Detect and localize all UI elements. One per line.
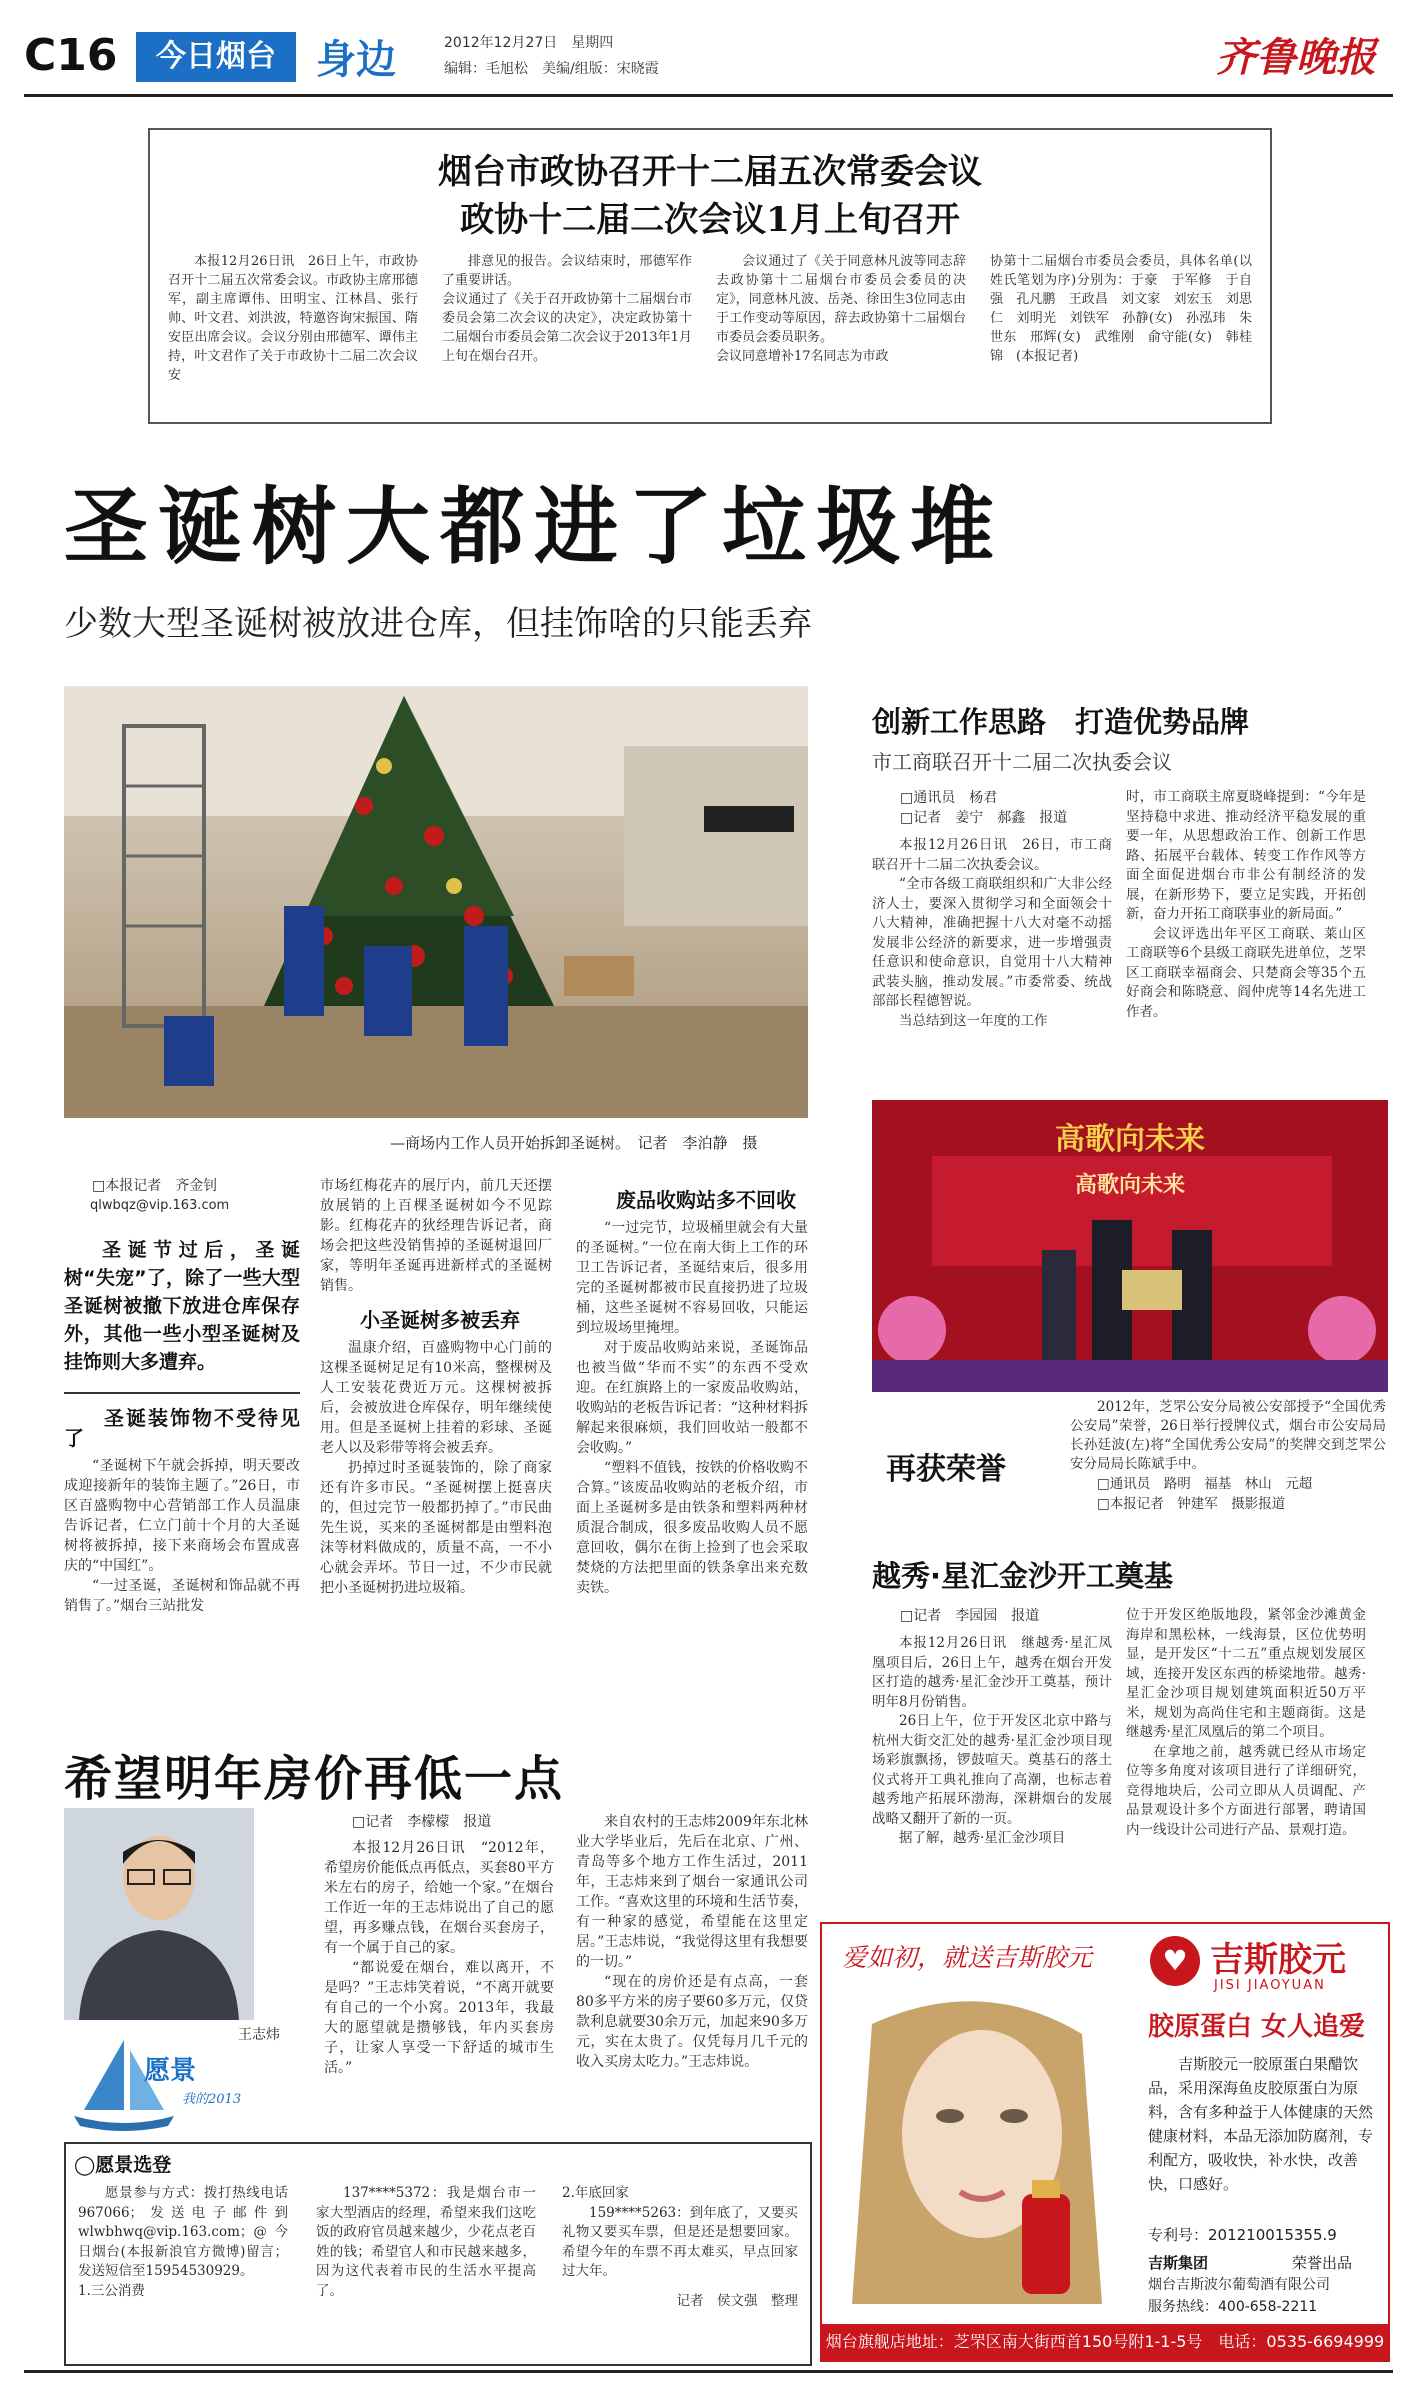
xmas-subhead-1: 圣诞装饰物不受待见了	[64, 1406, 300, 1450]
wish-c3: 159****5263：到年底了，又要买礼物又要买车票，但是还是想要回家。希望今年的车票不再太难买，早点回家过大年。	[562, 2204, 798, 2279]
ad-patent: 专利号：201210015355.9	[1148, 2226, 1337, 2244]
wish-c2: 137****5372：我是烟台市一家大型酒店的经理，希望来我们这吃饭的政府官员越来越少，少花点老百姓的钱；希望官人和市民越来越多，因为这代表着市民的生活水平提高了。	[316, 2185, 536, 2299]
xmas-col-1	[64, 1176, 300, 1616]
wish-box	[64, 2142, 812, 2366]
xmas-divider	[64, 1392, 300, 1394]
cppcc-col-2: 排意见的报告。会议结束时，邢德军作了重要讲话。 会议通过了《关于召开政协第十二届烟台市委员会第二次会议的决定》，决定政协第十二届烟台市委员会第二次会议于2013年1月上旬在烟台召开。	[442, 254, 692, 364]
xmas-col-2	[320, 1176, 552, 1598]
chamber-headline: 创新工作思路 打造优势品牌	[872, 705, 1250, 739]
xmas-c2p2: 温康介绍，百盛购物中心门前的这棵圣诞树足足有10米高，整棵树及人工安装花费近万元。这棵树被拆后，会被放进仓库保存，明年继续使用。但是圣诞树上挂着的彩球、圣诞老人以及彩带等将会被丢弃。	[320, 1340, 552, 1456]
police-banner-top: 高歌向未来	[1055, 1122, 1205, 1157]
chamber-p3: 当总结到这一年度的工作	[899, 1012, 1048, 1029]
xmas-email: qlwbqz@vip.163.com	[90, 1198, 230, 1213]
paper-logo: 齐鲁晚报	[1216, 34, 1376, 81]
chamber-p2: “全市各级工商联组织和广大非公经济人士，要深入贯彻学习和全面领会十八大精神，准确把握十八大对毫不动摇发展非公经济的新要求，进一步增强责任意识和使命意识，自觉用十八大精神武装头脑，推动发展。”市委常委、统战部部长程德智说。	[872, 876, 1112, 1009]
xmas-col-3	[576, 1190, 808, 1598]
masthead	[0, 0, 1417, 95]
ad-company: 烟台吉斯波尔葡萄酒有限公司	[1148, 2277, 1330, 2293]
bottom-rule	[24, 2370, 1393, 2373]
xmas-c3p1: “一过完节，垃圾桶里就会有大量的圣诞树。”一位在南大街上工作的环卫工告诉记者，圣诞结束后，很多用完的圣诞树都被市民直接扔进了垃圾桶，这些圣诞树不容易回收，只能运到垃圾场里掩埋。	[576, 1220, 808, 1336]
xmas-lede: 圣诞节过后，圣诞树“失宠”了，除了一些大型圣诞树被撤下放进仓库保存外，其他一些小型圣诞树及挂饰则大多遭弃。	[64, 1239, 300, 1373]
ad-model-image	[832, 1984, 1132, 2304]
xmas-subhead: 少数大型圣诞树被放进仓库，但挂饰啥的只能丢弃	[64, 604, 812, 644]
ad-body: 吉斯胶元一胶原蛋白果醋饮品，采用深海鱼皮胶原蛋白为原料，含有多种益于人体健康的天然健康材料，本品无添加防腐剂，专利配方，吸收快，补水快，改善快，口感好。	[1148, 2055, 1374, 2193]
jisi-ad	[820, 1922, 1390, 2362]
section-tab: 今日烟台	[136, 32, 296, 82]
wish-c1-item: 1.三公消费	[78, 2282, 145, 2299]
xmas-photo-caption: —商场内工作人员开始拆卸圣诞树。 记者 李泊静 摄	[390, 1134, 758, 1152]
ad-maker: 荣誉出品	[1292, 2254, 1353, 2272]
ad-brand-cn: 吉斯胶元	[1210, 1940, 1346, 1980]
cppcc-article-box	[148, 128, 1272, 424]
ad-footer: 烟台旗舰店地址：芝罘区南大街西首150号附1-1-5号 电话：0535-6694999	[822, 2324, 1388, 2360]
cppcc-col-3: 会议通过了《关于同意林凡波等同志辞去政协第十二届烟台市委员会委员的决定》，同意林凡波、岳尧、徐田生3位同志由于工作变动等原因，辞去政协第十二届烟台市委员会委员职务。 会议同意增补17名同志为市政	[716, 254, 966, 364]
yuexiu-c2p1: 位于开发区绝版地段，紧邻金沙滩黄金海岸和黑松林，一线海景，区位优势明显，是开发区“十二五”重点规划发展区域，连接开发区东西的桥梁地带。越秀·星汇金沙项目规划建筑面积近50万平米，规划为高尚住宅和主题商街。这是继越秀·星汇凤凰后的第二个项目。	[1126, 1607, 1366, 1740]
ad-slogan: 爱如初，就送吉斯胶元	[842, 1943, 1093, 1972]
housing-person-name: 王志炜	[238, 2027, 280, 2043]
chamber-p4: 时，市工商联主席夏晓峰提到：“今年是坚持稳中求进、推动经济平稳发展的重要一年，从思想政治工作、创新工作思路、拓展平台载体、转变工作作风等方面全面促进烟台市非公有制经济的发展，在新形势下，要立足实践，开拓创新，奋力开拓工商联事业的新局面。”	[1126, 789, 1366, 922]
housing-c2p2: “现在的房价还是有点高，一套80多平方米的房子要60多万元，仅贷款利息就要30余万元，加起来90多万元，实在太贵了。仅凭每月几千元的收入买房太吃力。”王志炜说。	[576, 1974, 808, 2070]
wish-c3-by: 记者 侯文强 整理	[676, 2292, 798, 2309]
chamber-p5: 会议评选出年平区工商联、莱山区工商联等6个县级工商联先进单位，芝罘区工商联幸福商会、只楚商会等35个五好商会和陈晓意、阎仲虎等14名先进工作者。	[1126, 925, 1366, 1020]
police-banner-inner: 高歌向未来	[1074, 1173, 1185, 1198]
xmas-c3p2: 对于废品收购站来说，圣诞饰品也被当做“华而不实”的东西不受欢迎。在红旗路上的一家废品收购站，收购站的老板告诉记者：“这种材料拆解起来很麻烦，我们回收站一般都不会收购。”	[576, 1340, 808, 1456]
editors-line: 编辑：毛旭松 美编/组版：宋晓霞	[444, 61, 659, 77]
ad-tagline: 胶原蛋白 女人追爱	[1148, 2012, 1366, 2042]
cppcc-col-1: 本报12月26日讯 26日上午，市政协召开十二届五次常委会议。市政协主席邢德军，副主席谭伟、田明宝、江林昌、张行帅、叶文君、刘洪波，特邀咨询宋振国、隋安臣出席会议。会议分别由邢德军、谭伟主持，叶文君作了关于市政协十二届二次会议安	[168, 254, 418, 383]
yuexiu-c1p3: 据了解，越秀·星汇金沙项目	[899, 1830, 1066, 1846]
ad-hotline: 服务热线：400-658-2211	[1148, 2299, 1318, 2315]
ad-group: 吉斯集团	[1148, 2254, 1209, 2272]
housing-c1p2: “都说爱在烟台，难以离开，不是吗？”王志炜笑着说，“不离开就要有自己的一个小窝。2013年，我最大的愿望就是攒够钱，年内买套房子，让家人享受一下舒适的城市生活。”	[324, 1960, 554, 2076]
xmas-photo-scene	[64, 686, 808, 1118]
chamber-p1: 本报12月26日讯 26日，市工商联召开十二届二次执委会议。	[872, 837, 1112, 873]
xmas-c3p3: “塑料不值钱，按铁的价格收购不合算。”该废品收购站的老板介绍，市面上圣诞树多是由铁条和塑料两种材质混合制成，很多废品收购人员不愿意回收，偶尔在街上捡到了也会采取焚烧的方法把里面的铁条拿出来充数卖铁。	[576, 1460, 808, 1596]
chamber-col-1	[872, 788, 1112, 1031]
yuexiu-byline: □记者 李园园 报道	[900, 1608, 1040, 1624]
police-caption-block	[1070, 1398, 1386, 1514]
section-name: 身边	[316, 37, 396, 83]
housing-portrait	[64, 1808, 254, 2020]
masthead-rule	[24, 94, 1393, 97]
cppcc-col-4: 协第十二届烟台市委员会委员，具体名单(以姓氏笔划为序)分别为：于豪 于军修 于自强 孔凡鹏 王政昌 刘文家 刘宏玉 刘思仁 刘明光 刘铁军 孙静(女) 孙泓玮 朱世东 邢辉(女) 武维刚 俞守能(女) 韩桂锦 (本报记者)	[990, 254, 1252, 364]
wish-c3-item: 2.年底回家	[562, 2185, 629, 2201]
xmas-byline: □本报记者 齐金钊	[92, 1178, 218, 1194]
xmas-c1p2: “一过圣诞，圣诞树和饰品就不再销售了。”烟台三站批发	[64, 1578, 300, 1614]
xmas-headline: 圣诞树大都进了垃圾堆	[64, 478, 1005, 576]
wish-logo-text: 愿景	[144, 2056, 197, 2086]
issue-date: 2012年12月27日 星期四	[444, 35, 614, 51]
xmas-c2p1: 市场红梅花卉的展厅内，前几天还摆放展销的上百棵圣诞树如今不见踪影。红梅花卉的狄经理告诉记者，商场会把这些没销售掉的圣诞树退回厂家，等明年圣诞再进新样式的圣诞树销售。	[320, 1178, 552, 1294]
wish-col-2	[316, 2184, 536, 2301]
housing-headline: 希望明年房价再低一点	[64, 1751, 565, 1807]
housing-c2p1: 来自农村的王志炜2009年东北林业大学毕业后，先后在北京、广州、青岛等多个地方工作生活过，2011年，王志炜来到了烟台一家通讯公司工作。“喜欢这里的环境和生活节奏，有一种家的感觉，希望能在这里定居。”王志炜说，“我觉得这里有我想要的一切。”	[576, 1814, 808, 1970]
yuexiu-col-1	[872, 1606, 1112, 1849]
wish-c1: 愿景参与方式：拨打热线电话967066；发送电子邮件到wlwbhwq@vip.163.com；@今日烟台(本报新浪官方微博)留言；发送短信至15954530929。	[78, 2185, 288, 2279]
police-side-title: 再获荣誉	[886, 1452, 1006, 1487]
chamber-subhead: 市工商联召开十二届二次执委会议	[872, 750, 1172, 774]
wish-col-3	[562, 2184, 798, 2311]
wish-header: ◯愿景选登	[74, 2154, 172, 2176]
xmas-c1p1: “圣诞树下午就会拆掉，明天要改成迎接新年的装饰主题了。”26日，市区百盛购物中心营销部工作人员温康告诉记者，仁立门前十个月的大圣诞树将被拆掉，接下来商场会布置成喜庆的“中国红”。	[64, 1458, 300, 1574]
wish-col-1	[78, 2184, 288, 2301]
cppcc-title-1: 烟台市政协召开十二届五次常委会议	[438, 152, 982, 192]
police-caption-by-2: □本报记者 钟建军 摄影报道	[1097, 1496, 1286, 1512]
yuexiu-c1p2: 26日上午，位于开发区北京中路与杭州大街交汇处的越秀·星汇金沙项目现场彩旗飘扬，锣鼓喧天。奠基石的落土仪式将开工典礼推向了高潮，也标志着越秀地产拓展环渤海，深耕烟台的发展战略又翻开了新的一页。	[872, 1713, 1112, 1827]
xmas-photo	[64, 686, 808, 1118]
xmas-subhead-3: 废品收购站多不回收	[616, 1188, 796, 1212]
housing-col-1	[324, 1812, 554, 2078]
yuexiu-c1p1: 本报12月26日讯 继越秀·星汇凤凰项目后，26日上午，越秀在烟台开发区打造的越秀·星汇金沙开工奠基，预计明年8月份销售。	[872, 1635, 1112, 1710]
ad-logo-mark: ♥	[1150, 1936, 1200, 1986]
chamber-byline-1: □通讯员 杨君	[900, 790, 998, 806]
page-number: C16	[24, 30, 118, 81]
housing-c1p1: 本报12月26日讯 “2012年，希望房价能低点再低点，买套80平方米左右的房子，给她一个家。”在烟台工作近一年的王志炜说出了自己的愿望，再多赚点钱，在烟台买套房子，有一个属于自己的家。	[324, 1840, 554, 1956]
xmas-c2p3: 扔掉过时圣诞装饰的，除了商家还有许多市民。“圣诞树摆上挺喜庆的，但过完节一般都扔掉了。”市民曲先生说，买来的圣诞树都是由塑料泡沫等材料做成的，质量不高，一不小心就会弄坏。节日一过，不少市民就把小圣诞树扔进垃圾箱。	[320, 1460, 552, 1596]
xmas-subhead-2: 小圣诞树多被丢弃	[360, 1308, 520, 1332]
cppcc-title-2: 政协十二届二次会议1月上旬召开	[460, 200, 960, 240]
housing-byline: □记者 李檬檬 报道	[352, 1814, 492, 1830]
wish-logo	[64, 2030, 264, 2140]
housing-col-2	[576, 1812, 808, 2072]
police-photo	[872, 1100, 1388, 1392]
chamber-byline-2: □记者 姜宁 郝鑫 报道	[900, 810, 1068, 826]
wish-logo-sub: 我的2013	[182, 2092, 242, 2107]
chamber-col-2	[1126, 788, 1366, 1022]
yuexiu-headline: 越秀·星汇金沙开工奠基	[872, 1559, 1174, 1593]
portrait-figure	[64, 1808, 254, 2020]
police-caption: 2012年，芝罘公安分局被公安部授予“全国优秀公安局”荣誉，26日举行授牌仪式，烟台市公安局局长孙廷波(左)将“全国优秀公安局”的奖牌交到芝罘公安分局局长陈斌手中。	[1070, 1399, 1386, 1472]
ad-brand-en: JISI JIAOYUAN	[1214, 1978, 1326, 1993]
yuexiu-c2p2: 在拿地之前，越秀就已经从市场定位等多角度对该项目进行了详细研究，竞得地块后，公司立即从人员调配、产品景观设计多个方面进行部署，聘请国内一线设计公司进行产品、景观打造。	[1126, 1743, 1366, 1838]
model-face	[832, 1984, 1132, 2304]
police-caption-by-1: □通讯员 路明 福基 林山 元超	[1097, 1476, 1313, 1492]
yuexiu-col-2	[1126, 1606, 1366, 1840]
